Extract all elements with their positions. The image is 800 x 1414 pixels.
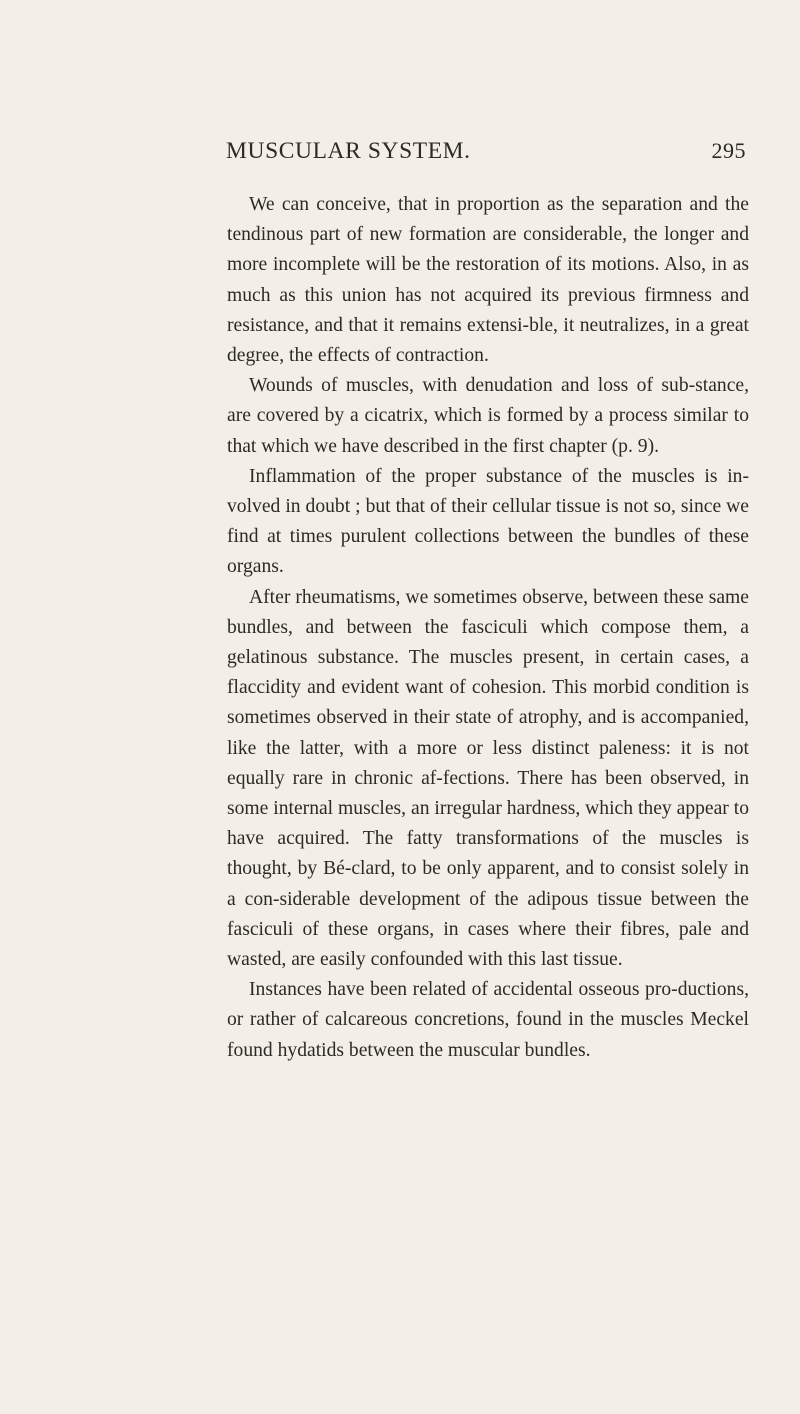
paragraph-wounds-cicatrix: Wounds of muscles, with denudation and loss of sub-stance, are covered by a cicatrix, which is formed by a process similar to that which we have described in the first chapter (p. 9).: [227, 375, 749, 457]
page-header: [226, 138, 746, 178]
paragraph-inflammation: Inflammation of the proper substance of the muscles is in-volved in doubt ; but that of their cellular tissue is not so, since we find at times purulent collections between the bundles of these organs.: [227, 465, 749, 578]
paragraph-rheumatisms: After rheumatisms, we sometimes observe, between these same bundles, and between the fasciculi which compose them, a gelatinous substance. The muscles present, in certain cases, a flaccidity and evident want of cohesion. This morbid condition is sometimes observed in their state of atrophy, and is accompanied, like the latter, with a more or less distinct paleness: it is not equally rare in chronic af-fections. There has been observed, in some internal muscles, an irregular hardness, which they appear to have acquired. The fatty transformations of the muscles is thought, by Bé-clard, to be only apparent, and to consist solely in a con-siderable development of the adipous tissue between the fasciculi of these organs, in cases where their fibres, pale and wasted, are easily confounded with this last tissue.: [227, 586, 749, 971]
page-number: 295: [711, 138, 746, 163]
body-text: [227, 190, 749, 1066]
paragraph-calcareous-concretions: Instances have been related of accidental osseous pro-ductions, or rather of calcareous concretions, found in the muscles Meckel found hydatids between the muscular bundles.: [227, 979, 749, 1061]
paragraph-wound-restoration: We can conceive, that in proportion as the separation and the tendinous part of new formation are considerable, the longer and more incomplete will be the restoration of its motions. Also, in as much as this union has not acquired its previous firmness and resistance, and that it remains extensi-ble, it neutralizes, in a great degree, the effects of contraction.: [227, 194, 749, 367]
running-head: MUSCULAR SYSTEM.: [226, 138, 471, 164]
